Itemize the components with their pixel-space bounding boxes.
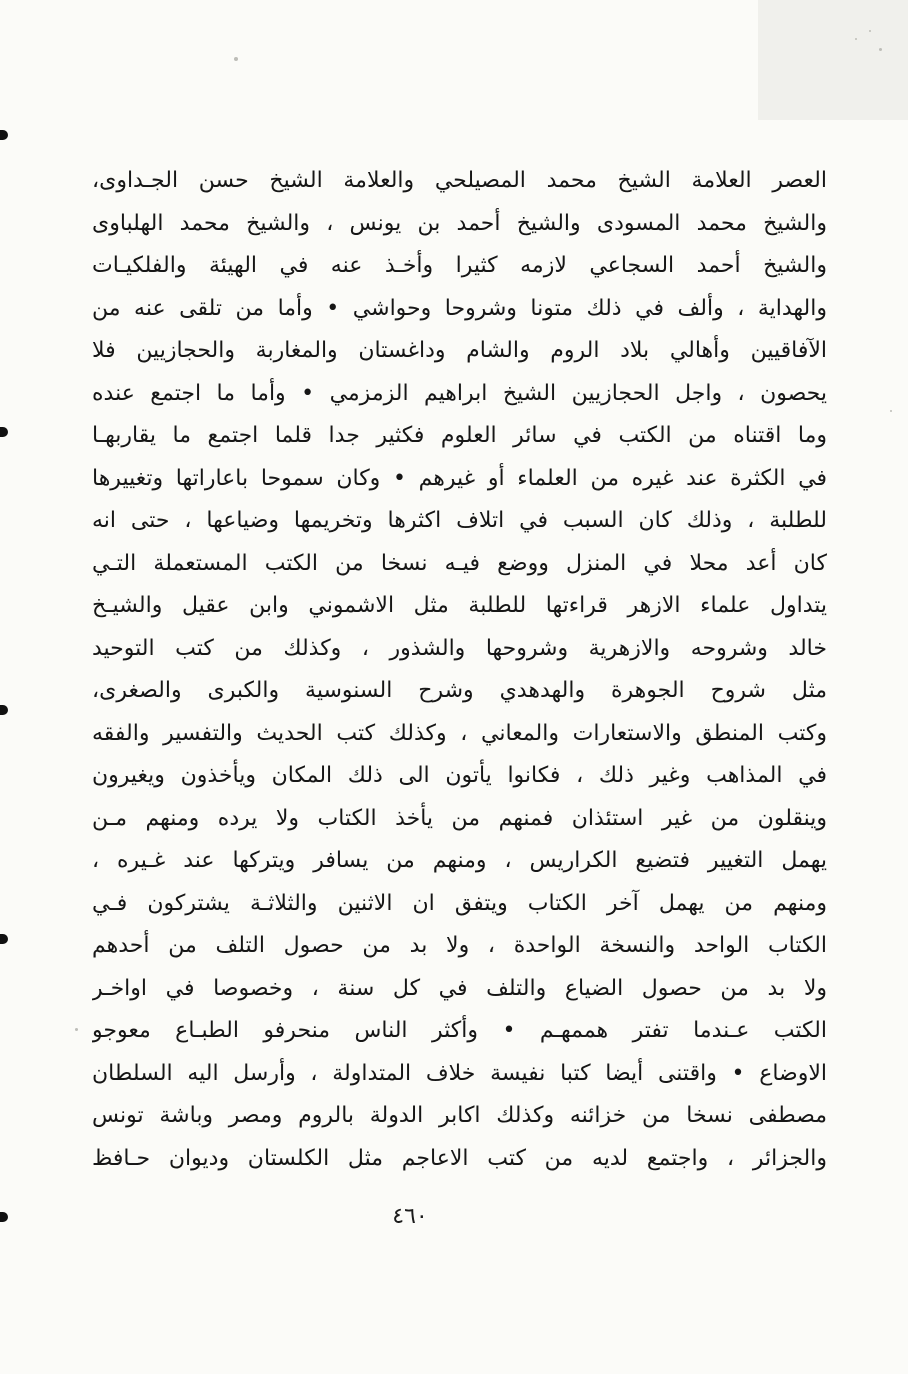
binding-mark (0, 1212, 8, 1222)
text-line: الآفاقيين وأهالي بلاد الروم والشام وداغستان والمغاربة والحجازيين فلا (92, 338, 827, 363)
text-line: الكتاب الواحد والنسخة الواحدة ، ولا بد من حصول التلف من أحدهم (92, 933, 827, 958)
text-line: في الكثرة عند غيره من العلماء أو غيرهم • وكان سموحا باعاراتها وتغييرها (92, 465, 827, 491)
ink-speck (234, 57, 238, 61)
text-line: والشيخ محمد المسودى والشيخ أحمد بن يونس ، والشيخ محمد الهلباوى (92, 210, 827, 236)
text-line: كان أعد محلا في المنزل ووضع فيـه نسخا من الكتب المستعملة التـي (92, 550, 827, 576)
binding-mark (0, 934, 8, 944)
page-number: ٤٦٠ (392, 1204, 428, 1229)
text-line: الاوضاع • واقتنى أيضا كتبا نفيسة خلاف المتداولة ، وأرسل اليه السلطان (92, 1060, 827, 1086)
text-line: وكتب المنطق والاستعارات والمعاني ، وكذلك كتب الحديث والتفسير والفقه (92, 720, 827, 746)
text-line: ومنهم من يهمل آخر الكتاب ويتفق ان الاثنين والثلاثـة يشتركون فـي (92, 890, 827, 916)
top-right-shadow (758, 0, 908, 120)
text-line: مصطفى نسخا من خزائنه وكذلك اكابر الدولة بالروم ومصر وباشة تونس (92, 1103, 827, 1128)
text-line: والهداية ، وألف في ذلك متونا وشروحا وحواشي • وأما من تلقى عنه من (92, 295, 827, 321)
text-line: يهمل التغيير فتضيع الكراريس ، ومنهم من يسافر ويتركها عند غـيره ، (92, 848, 827, 873)
text-line: الكتب عـندما تفتر هممهـم • وأكثر الناس منحرفو الطبـاع معوجو (92, 1018, 827, 1043)
ink-speck (855, 38, 857, 40)
binding-mark (0, 427, 8, 437)
ink-speck (75, 1028, 78, 1031)
ink-speck (890, 410, 892, 412)
binding-mark (0, 130, 8, 140)
ink-speck (879, 48, 882, 51)
ink-speck (869, 30, 871, 32)
text-line: ولا بد من حصول الضياع والتلف في كل سنة ، وخصوصا في اواخـر (92, 975, 827, 1001)
text-line: خالد وشروحه والازهرية وشروحها والشذور ، وكذلك من كتب التوحيد (92, 635, 827, 661)
text-line: العصر العلامة الشيخ محمد المصيلحي والعلامة الشيخ حسن الجـداوى، (92, 168, 827, 193)
text-line: يتداول علماء الازهر قراءتها للطلبة مثل الاشموني وابن عقيل والشيـخ (92, 593, 827, 618)
text-line: يحصون ، واجل الحجازيين الشيخ ابراهيم الزمزمي • وأما ما اجتمع عنده (92, 380, 827, 406)
binding-mark (0, 705, 8, 715)
text-line: وما اقتناه من الكتب في سائر العلوم فكثير جدا قلما اجتمع ما يقاربهـا (92, 423, 827, 448)
text-line: مثل شروح الجوهرة والهدهدي وشرح السنوسية والكبرى والصغرى، (92, 678, 827, 703)
text-line: في المذاهب وغير ذلك ، فكانوا يأتون الى ذلك المكان ويأخذون ويغيرون (92, 763, 827, 788)
text-line: للطلبة ، وذلك كان السبب في اتلاف اكثرها وتخريمها وضياعها ، حتى انه (92, 508, 827, 533)
text-line: والشيخ أحمد السجاعي لازمه كثيرا وأخـذ عنه في الهيئة والفلكيـات (92, 253, 827, 278)
body-text (92, 160, 827, 1223)
text-line: والجزائر ، واجتمع لديه من كتب الاعاجم مثل الكلستان وديوان حـافظ (92, 1145, 827, 1171)
text-line: وينقلون من غير استئذان فمنهم من يأخذ الكتاب ولا يرده ومنهم مـن (92, 805, 827, 831)
